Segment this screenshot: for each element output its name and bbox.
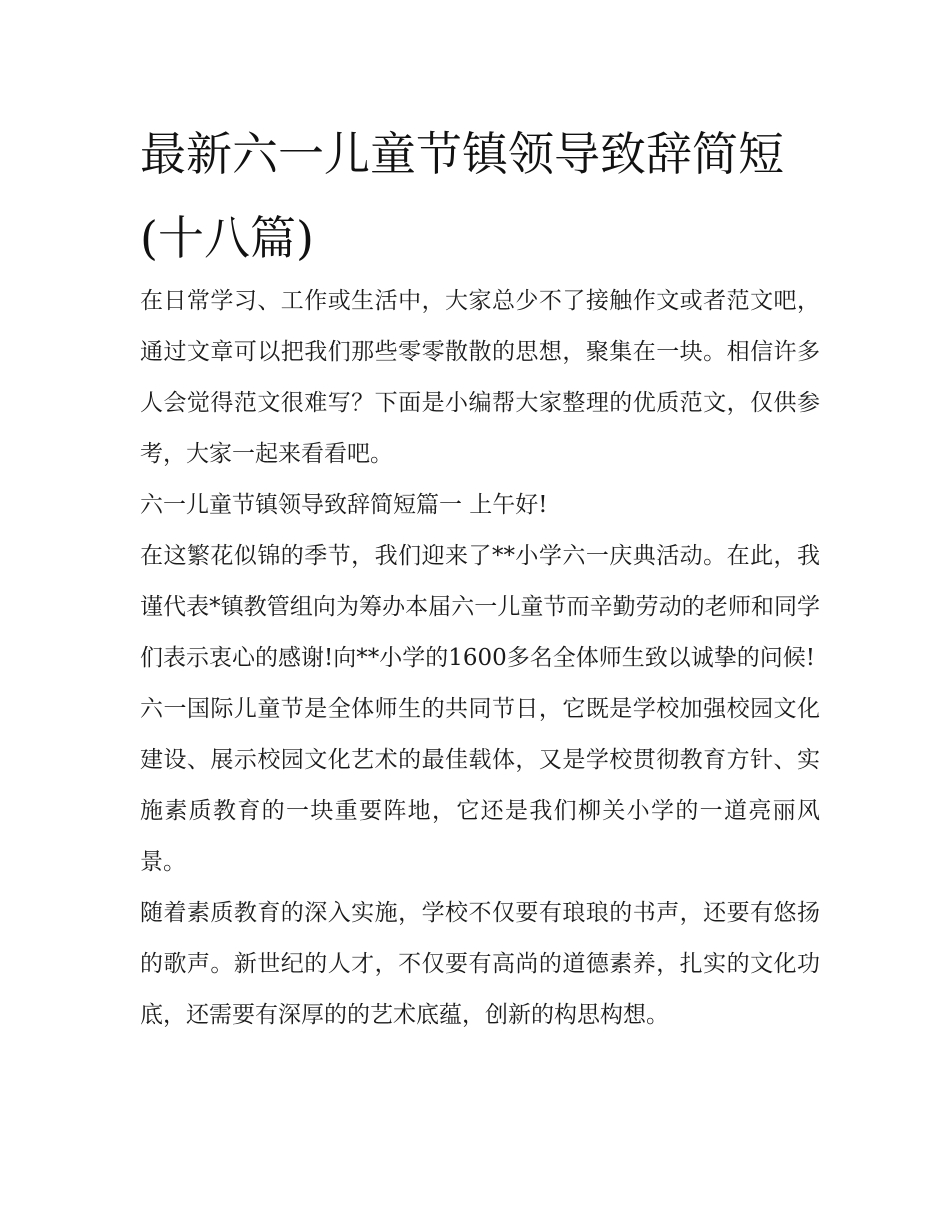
section-heading-paragraph: 六一儿童节镇领导致辞简短篇一 上午好! — [140, 492, 548, 518]
body-paragraph: 六一国际儿童节是全体师生的共同节日，它既是学校加强校园文化建设、展示校园文化艺术的最佳载体，又是学校贯彻教育方针、实施素质教育的一块重要阵地，它还是我们柳关小学的一道亮丽风景。 — [140, 696, 820, 875]
document-title: 最新六一儿童节镇领导致辞简短(十八篇) — [140, 127, 784, 265]
body-paragraph: 随着素质教育的深入实施，学校不仅要有琅琅的书声，还要有悠扬的歌声。新世纪的人才，不仅要有高尚的道德素养，扎实的文化功底，还需要有深厚的的艺术底蕴，创新的构思构想。 — [140, 900, 820, 1028]
document-body — [140, 276, 820, 1041]
intro-paragraph: 在日常学习、工作或生活中，大家总少不了接触作文或者范文吧，通过文章可以把我们那些零零散散的思想，聚集在一块。相信许多人会觉得范文很难写？下面是小编帮大家整理的优质范文，仅供参考，大家一起来看看吧。 — [140, 288, 820, 467]
body-paragraph: 在这繁花似锦的季节，我们迎来了**小学六一庆典活动。在此，我谨代表*镇教管组向为筹办本届六一儿童节而辛勤劳动的老师和同学们表示衷心的感谢!向**小学的1600多名全体师生致以诚挚的问候! — [140, 543, 820, 671]
